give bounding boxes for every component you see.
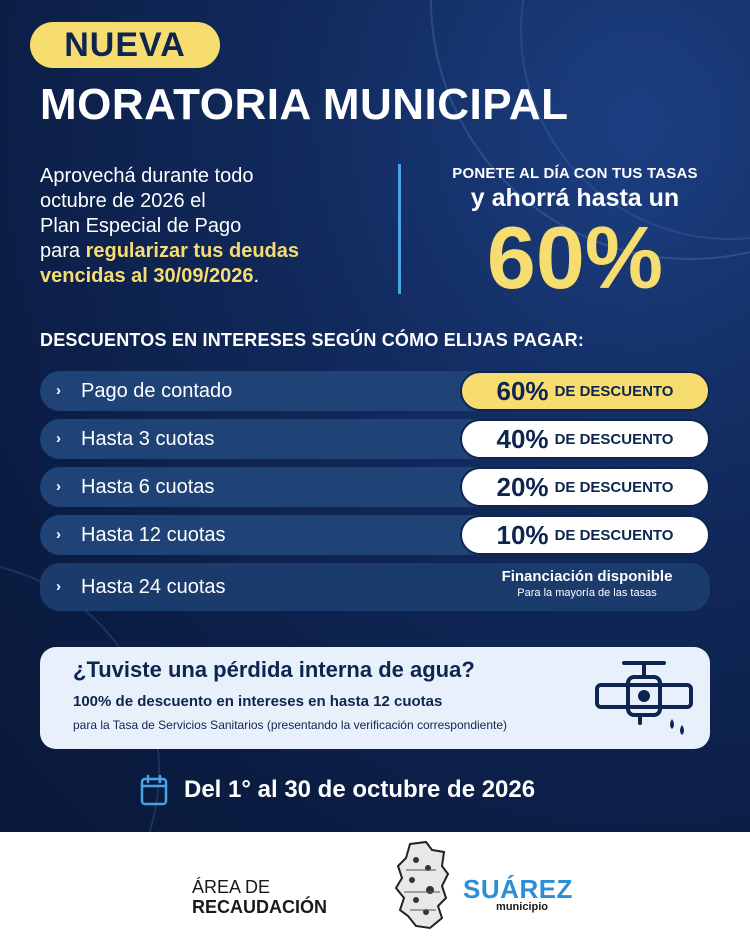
discount-label: Pago de contado [81,380,233,402]
discount-percentage: 10% [496,519,549,550]
promo-middle-text: y ahorrá hasta un [470,184,680,212]
intro-highlight: regularizar tus deudas [85,240,299,262]
brand-name: SUÁREZ [463,874,573,904]
discount-label: Hasta 12 cuotas [81,524,226,546]
discount-percentage: 20% [496,471,549,502]
promo-top-text: PONETE AL DÍA CON TUS TASAS [452,165,698,182]
discount-row [40,467,710,507]
discount-row [40,371,710,411]
intro-line: octubre de 2026 el [40,190,206,212]
water-discount-line: 100% de descuento en intereses en hasta 12 cuotas [73,693,443,710]
promo-percentage: 60% [486,208,664,307]
water-condition-line: para la Tasa de Servicios Sanitarios (presentando la verificación correspondiente) [73,718,508,732]
discount-text: DE DESCUENTO [554,382,674,400]
calendar-icon [140,774,168,806]
municipality-map-icon [392,840,452,932]
intro-line: Plan Especial de Pago [40,215,242,237]
intro-line: Aprovechá durante todo [40,165,254,187]
department-line2: RECAUDACIÓN [192,897,327,917]
department-line1: ÁREA DE [192,877,271,897]
discount-text: DE DESCUENTO [554,478,674,496]
intro-suffix: . [253,265,260,287]
department-label [192,877,327,917]
financing-title: Financiación disponible [501,568,673,585]
water-question: ¿Tuviste una pérdida interna de agua? [73,657,475,682]
chevron-right-icon: › [56,478,61,495]
discount-pill [460,419,710,459]
intro-line [40,239,385,264]
discount-percentage: 60% [496,375,549,406]
discounts-title: DESCUENTOS EN INTERESES SEGÚN CÓMO ELIJAS PAGAR: [40,330,585,350]
discount-row [40,515,710,555]
nueva-badge: NUEVA [30,22,220,68]
intro-line [40,264,385,289]
financing-subtitle: Para la mayoría de las tasas [517,587,657,599]
discount-label: Hasta 6 cuotas [81,476,215,498]
faucet-icon [594,655,694,741]
water-leak-box [40,647,710,749]
discount-pill [460,371,710,411]
footer [0,832,750,938]
discount-text: DE DESCUENTO [554,430,674,448]
date-text: Del 1° al 30 de octubre de 2026 [184,776,536,803]
financing-info [482,568,692,599]
brand-subtitle: municipio [496,901,548,913]
discount-row [40,419,710,459]
discount-percentage: 40% [496,423,549,454]
chevron-right-icon: › [56,430,61,447]
intro-highlight: vencidas al 30/09/2026 [40,265,254,287]
intro-prefix: para [40,240,86,262]
discount-text: DE DESCUENTO [554,526,674,544]
financing-label: Hasta 24 cuotas [81,576,226,598]
brand-logo [458,875,578,913]
chevron-right-icon: › [56,382,61,399]
chevron-right-icon: › [56,578,61,595]
discount-pill [460,467,710,507]
financing-row [40,563,710,611]
date-range [140,770,535,810]
main-title: MORATORIA MUNICIPAL [40,80,569,129]
intro-text [40,164,385,289]
discount-label: Hasta 3 cuotas [81,428,215,450]
vertical-divider [398,164,401,294]
chevron-right-icon: › [56,526,61,543]
discount-pill [460,515,710,555]
discount-list [40,371,710,619]
